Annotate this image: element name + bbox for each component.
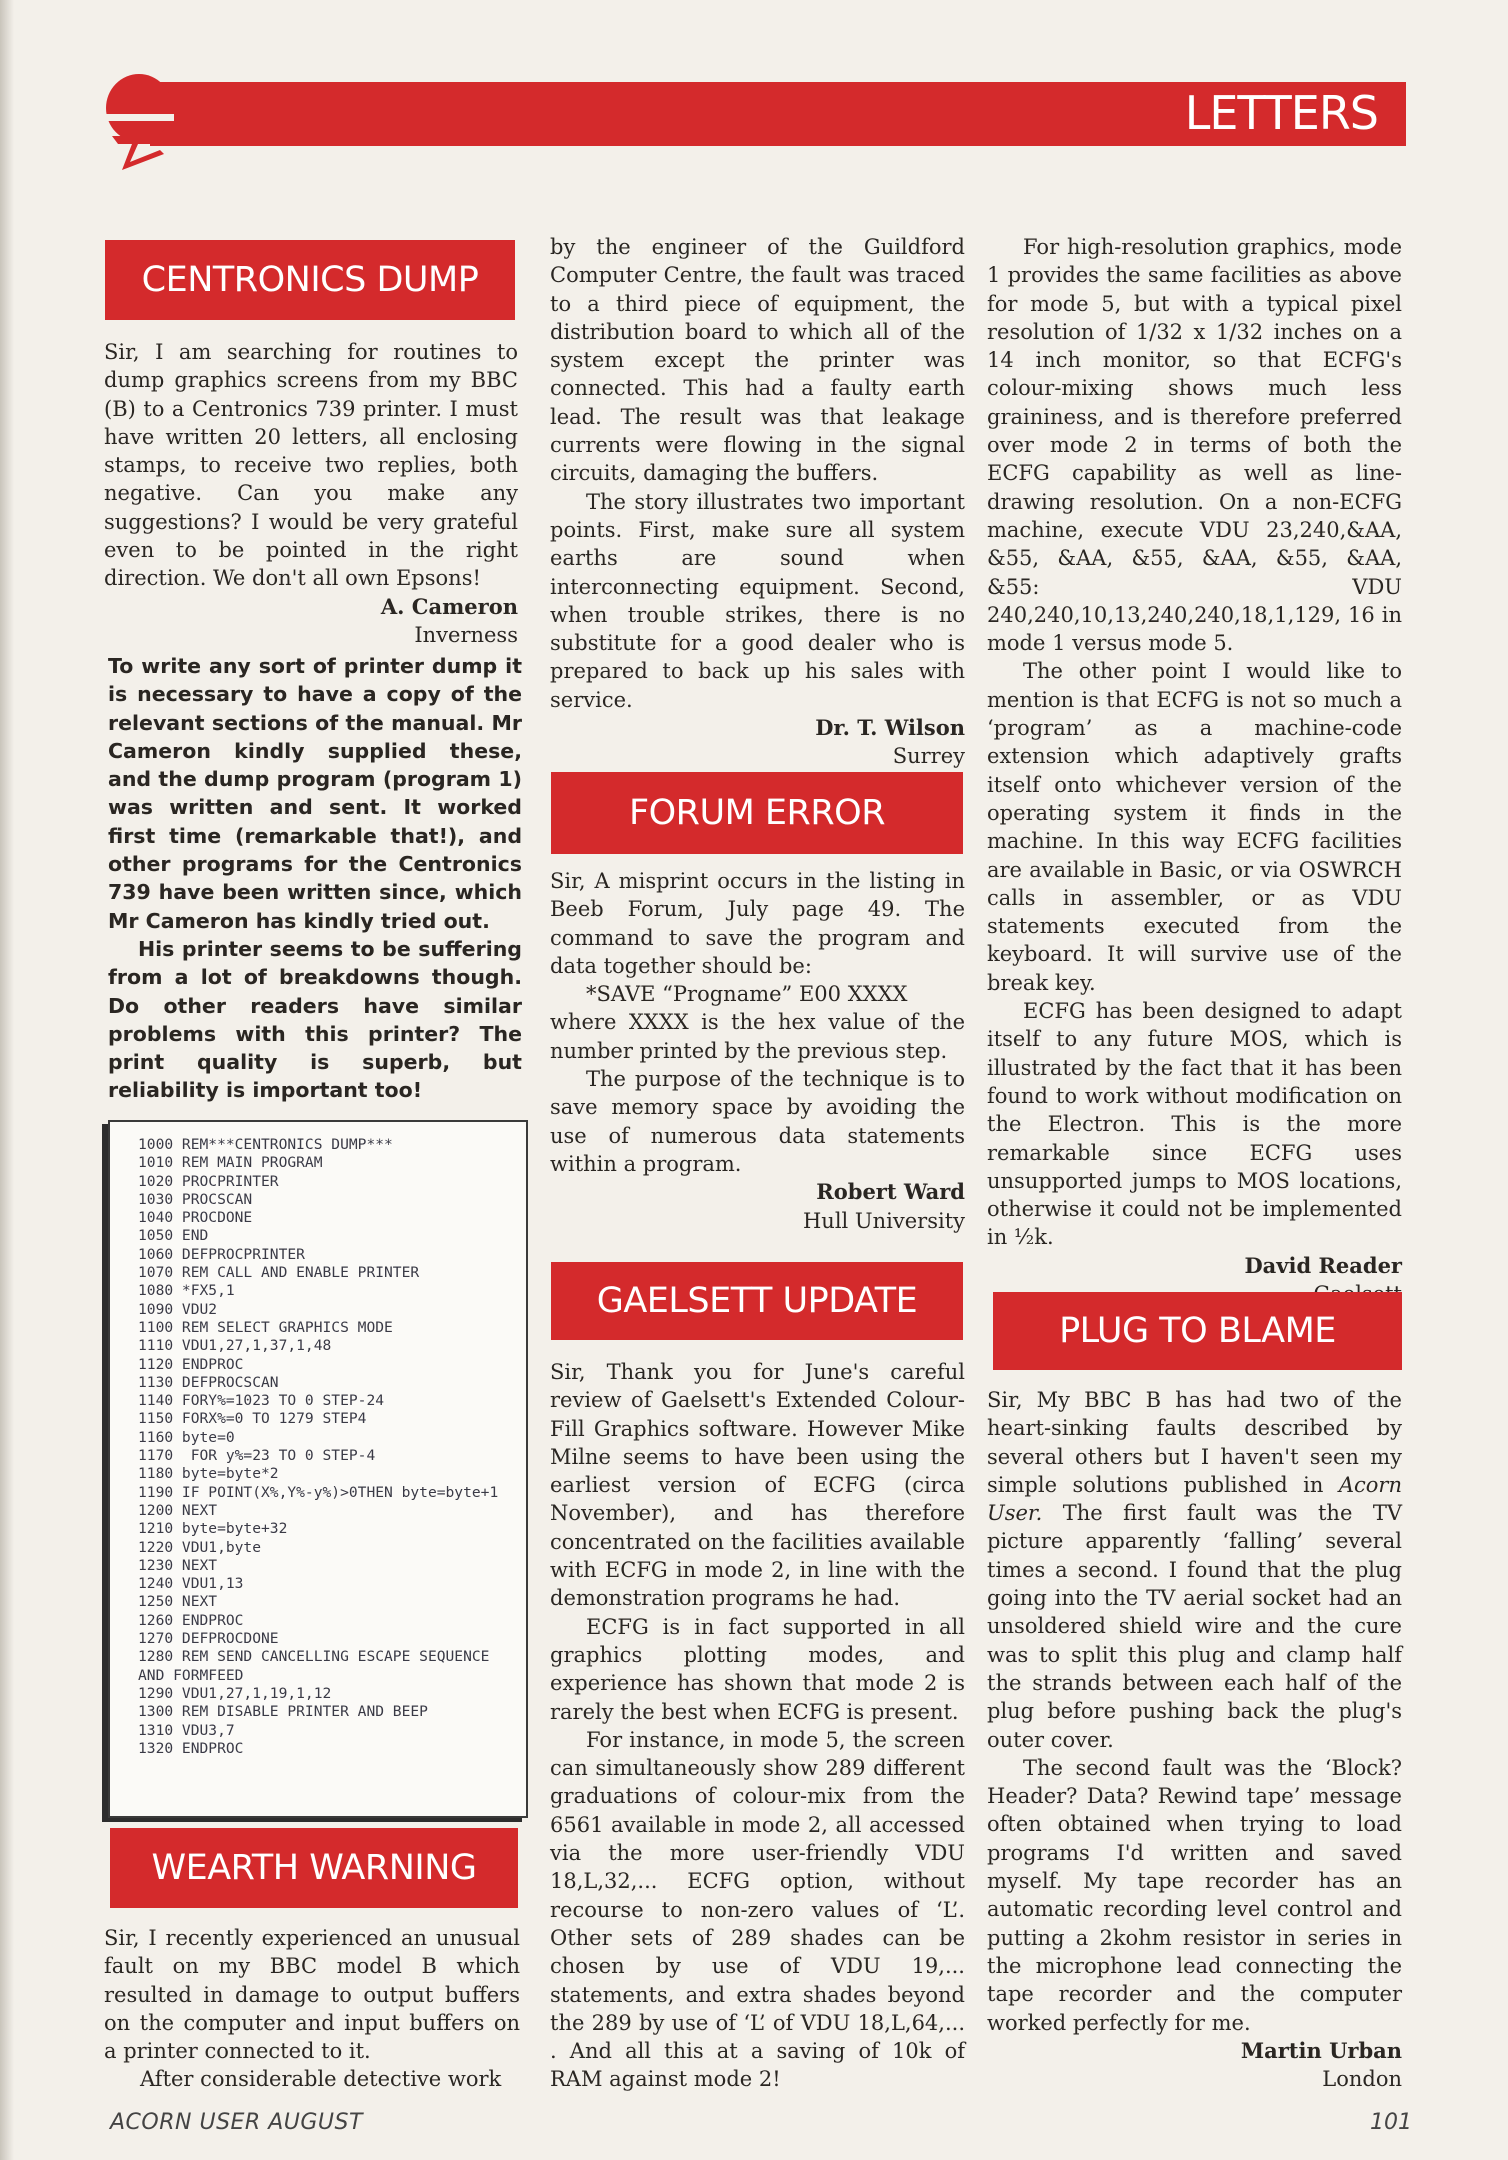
forum-paragraph-3: The purpose of the technique is to save memory space by avoiding the use of numerous data statements within a program.: [550, 1067, 965, 1176]
forum-signature-place: Hull University: [802, 1208, 965, 1233]
plug-paragraph-1a: Sir, My BBC B has had two of the heart-sinking faults described by several others but I haven't seen my simple solutions published in: [987, 1388, 1402, 1497]
gaelsett-paragraph-6: ECFG has been designed to adapt itself to any future MOS, which is illustrated by the fact that it has been found to work without modification on the Electron. This is the more remarkable since ECFG uses unsupported jumps to MOS locations, otherwise it could not be implemented in ½k.: [987, 999, 1402, 1250]
acorn-user-title: Acorn User.: [987, 1472, 1402, 1526]
gaelsett-paragraph-4: For high-resolution graphics, mode 1 provides the same facilities as above for mode 5, but with a typical pixel resolution of 1/32 x 1/32 inches on a 14 inch monitor, so that ECFG's colour-mixing shows much less graininess, and is therefore preferred over mode 2 in terms of both the ECFG capability as well as line-drawing resolution. On a non-ECFG machine, execute VDU 23,240,&AA, &55, &AA, &55, &AA, &55, &AA, &55: VDU 240,240,10,13,240,240,18,1,129, 16 in mode 1 versus mode 5.: [987, 235, 1402, 656]
wearth-warning-heading: WEARTH WARNING: [110, 1828, 518, 1908]
gaelsett-paragraph-1: Sir, Thank you for June's careful review of Gaelsett's Extended Colour-Fill Graphics software. However Mike Milne seems to have been using the earliest version of ECFG (circa November), and has therefore concentrated on the facilities available with ECFG in mode 2, in line with the demonstration programs he had.: [550, 1360, 965, 1611]
footer-magazine-name: ACORN USER AUGUST: [110, 2110, 363, 2135]
gaelsett-paragraph-3: For instance, in mode 5, the screen can simultaneously show 289 different graduations of colour-mix from the 6561 available in mode 2, all accessed via the more user-friendly VDU 18,L,32,... ECFG option, without recourse to non-zero values of ‘L’. Other sets of 289 shades can be chosen by use of VDU 19,... statements, and extra shades beyond the 289 by use of ‘L’ of VDU 18,L,64,... . And all this at a saving of 10k of RAM against mode 2!: [550, 1727, 965, 2092]
forum-error-heading: FORUM ERROR: [551, 772, 963, 854]
page-edge-shadow: [0, 0, 14, 2160]
header-title: LETTERS: [1184, 86, 1378, 140]
acorn-logo-icon: [104, 70, 174, 176]
wearth-paragraph-1: Sir, I recently experienced an unusual fault on my BBC model B which resulted in damage to output buffers on the computer and input buffers on a printer connected to it.: [104, 1926, 520, 2064]
centronics-signature-place: Inverness: [414, 622, 518, 647]
plug-paragraph-1b: The first fault was the TV picture apparently ‘falling’ several times a second. I found that the plug going into the TV aerial socket had an unsoldered shield wire and the cure was to split this plug and clamp half the strands between each half of the plug before pushing back the plug's outer cover.: [987, 1501, 1402, 1752]
wearth-letter-col2: [550, 233, 965, 771]
plug-signature-name: Martin Urban: [1240, 2037, 1402, 2063]
program-listing-box: [108, 1120, 528, 1818]
header-bar: [150, 82, 1406, 146]
gaelsett-update-heading: GAELSETT UPDATE: [551, 1262, 963, 1340]
wearth-signature-place: Surrey: [892, 744, 965, 769]
centronics-signature-name: A. Cameron: [380, 593, 518, 619]
forum-save-command: *SAVE “Progname” E00 XXXX: [586, 982, 908, 1007]
forum-paragraph-1: Sir, A misprint occurs in the listing in Beeb Forum, July page 49. The command to save the program and data together should be:: [550, 869, 965, 978]
centronics-letter: [104, 338, 518, 649]
editor-reply-paragraph-1: To write any sort of printer dump it is necessary to have a copy of the relevant sections of the manual. Mr Cameron kindly supplied these, and the dump program (program 1) was written and sent. It worked first time (remarkable that!), and other programs for the Centronics 739 have been written since, which Mr Cameron has kindly tried out.: [108, 654, 522, 933]
gaelsett-letter-col3: [987, 233, 1402, 1308]
centronics-letter-body: Sir, I am searching for routines to dump graphics screens from my BBC (B) to a Centronics 739 printer. I must have written 20 letters, all enclosing stamps, to receive two replies, both negative. Can you make any suggestions? I would be very grateful even to be pointed in the right direction. We don't all own Epsons!: [104, 340, 518, 591]
gaelsett-signature-name: David Reader: [1244, 1252, 1402, 1278]
plug-paragraph-1: [987, 1386, 1402, 1754]
wearth-letter-col1: [104, 1924, 520, 2094]
editor-reply-paragraph-2: His printer seems to be suffering from a lot of breakdowns though. Do other readers have similar problems with this printer? The print quality is superb, but reliability is important too!: [108, 936, 522, 1103]
plug-letter: [987, 1386, 1402, 2093]
wearth-paragraph-3: The story illustrates two important points. First, make sure all system earths are sound when interconnecting equipment. Second, when trouble strikes, there is no substitute for a good dealer who is prepared to back up his sales with service.: [550, 489, 965, 712]
gaelsett-paragraph-2: ECFG is in fact supported in all graphics plotting modes, and experience has shown that mode 2 is rarely the best when ECFG is present.: [550, 1614, 965, 1724]
wearth-paragraph-2-start: After considerable detective work: [140, 2067, 502, 2092]
forum-letter: [550, 867, 965, 1235]
gaelsett-letter-col2: [550, 1358, 965, 2094]
footer-page-number: 101: [1370, 2110, 1412, 2135]
plug-paragraph-2: The second fault was the ‘Block? Header? Data? Rewind tape’ message often obtained when trying to load programs I'd written and saved myself. My tape recorder has an automatic recording level control and putting a 2kohm resistor in series in the microphone lead connecting the tape recorder and the computer worked perfectly for me.: [987, 1755, 1402, 2035]
centronics-dump-heading: CENTRONICS DUMP: [105, 240, 515, 320]
plug-to-blame-heading: PLUG TO BLAME: [993, 1292, 1402, 1370]
centronics-editor-reply: [108, 652, 522, 1105]
wearth-signature-name: Dr. T. Wilson: [815, 715, 965, 741]
forum-signature-name: Robert Ward: [816, 1179, 965, 1205]
program-listing-code: 1000 REM***CENTRONICS DUMP*** 1010 REM MAIN PROGRAM 1020 PROCPRINTER 1030 PROCSCAN 1040 PROCDONE 1050 END 1060 DEFPROCPRINTER 1070 REM CALL AND ENABLE PRINTER 1080 *FX5,1 1090 VDU2 1100 REM SELECT GRAPHICS MODE 1110 VDU1,27,1,37,1,48 1120 ENDPROC 1130 DEFPROCSCAN 1140 FORY%=1023 TO 0 STEP-24 1150 FORX%=0 TO 1279 STEP4 1160 byte=0 1170 FOR y%=23 TO 0 STEP-4 1180 byte=byte*2 1190 IF POINT(X%,Y%-y%)>0THEN byte=byte+1 1200 NEXT 1210 byte=byte+32 1220 VDU1,byte 1230 NEXT 1240 VDU1,13 1250 NEXT 1260 ENDPROC 1270 DEFPROCDONE 1280 REM SEND CANCELLING ESCAPE SEQUENCE AND FORMFEED 1290 VDU1,27,1,19,1,12 1300 REM DISABLE PRINTER AND BEEP 1310 VDU3,7 1320 ENDPROC: [138, 1136, 499, 1757]
plug-signature-place: London: [1322, 2067, 1402, 2092]
gaelsett-paragraph-5: The other point I would like to mention is that ECFG is not so much a ‘program’ as a machine-code extension which adaptively grafts itself onto whichever version of the operating system it finds in the machine. In this way ECFG facilities are available in Basic, or via OSWRCH calls in assembler, or as VDU statements executed from the keyboard. It will survive use of the break key.: [987, 659, 1402, 995]
wearth-paragraph-2-cont: by the engineer of the Guildford Computer Centre, the fault was traced to a third piece of equipment, the distribution board to which all of the system except the printer was connected. This had a faulty earth lead. The result was that leakage currents were flowing in the signal circuits, damaging the buffers.: [550, 235, 965, 486]
forum-paragraph-2: where XXXX is the hex value of the number printed by the previous step.: [550, 1010, 965, 1063]
